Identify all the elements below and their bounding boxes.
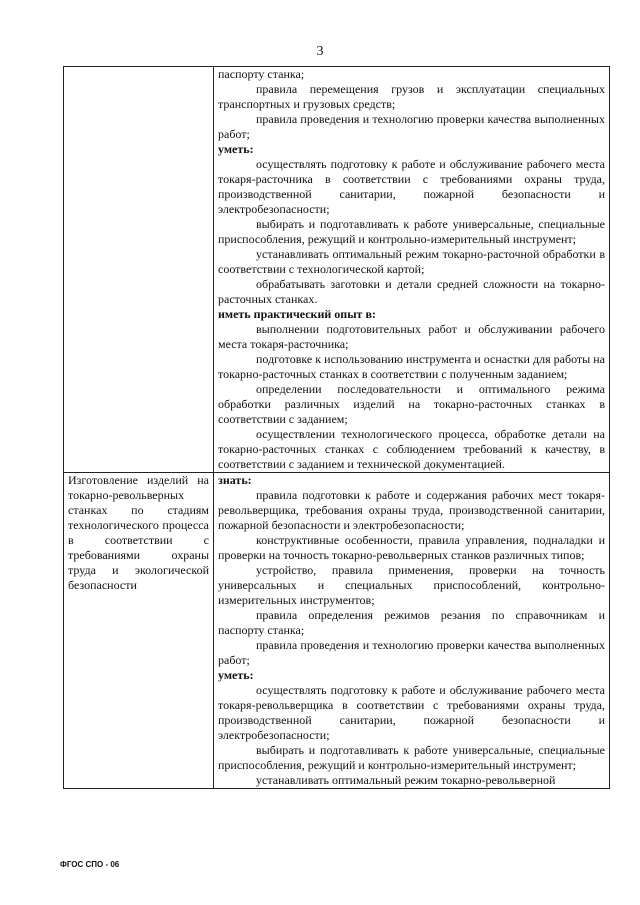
requirement-item: осуществлении технологического процесса, обработке детали на токарно-расточных станках с соблюдением требований к качеству, в соответствии с заданием и технической документацией. <box>218 427 605 471</box>
section-heading: иметь практический опыт в: <box>218 307 376 321</box>
requirement-item: правила определения режимов резания по справочникам и паспорту станка; <box>218 608 605 637</box>
requirement-item: правила проведения и технологию проверки качества выполненных работ; <box>218 638 605 667</box>
requirement-item: обрабатывать заготовки и детали средней сложности на токарно-расточных станках. <box>218 277 605 306</box>
requirement-item: определении последовательности и оптимального режима обработки различных изделий на токарно-расточных станках в соответствии с заданием; <box>218 382 605 426</box>
requirement-item: правила проведения и технологию проверки качества выполненных работ; <box>218 112 605 141</box>
requirement-item: выбирать и подготавливать к работе универсальные, специальные приспособления, режущий и контрольно-измерительный инструмент; <box>218 743 605 772</box>
requirement-item: осуществлять подготовку к работе и обслуживание рабочего места токаря-револьверщика в соответствии с требованиями охраны труда, производственной санитарии, пожарной безопасности и электробезопасности; <box>218 683 605 742</box>
section-heading: уметь: <box>218 142 254 156</box>
requirement-item: конструктивные особенности, правила управления, подналадки и проверки на точность токарно-револьверных станков различных типов; <box>218 533 605 562</box>
requirement-item: правила подготовки к работе и содержания рабочих мест токаря-револьверщика, требования охраны труда, производственной санитарии, пожарной безопасности и электробезопасности; <box>218 488 605 532</box>
page-number: 3 <box>316 44 324 59</box>
requirements-cell <box>214 67 610 473</box>
activity-cell <box>64 67 214 473</box>
table-row <box>64 473 610 789</box>
footer-label: ФГОС СПО - 06 <box>60 860 120 869</box>
requirements-cell <box>214 473 610 789</box>
requirement-item: устанавливать оптимальный режим токарно-расточной обработки в соответствии с технологической картой; <box>218 247 605 276</box>
table-row <box>64 67 610 473</box>
requirement-item: подготовке к использованию инструмента и оснастки для работы на токарно-расточных станках в соответствии с полученным заданием; <box>218 352 605 381</box>
requirement-item: устанавливать оптимальный режим токарно-револьверной <box>256 773 556 787</box>
activity-label: Изготовление изделий на токарно-револьверных станках по стадиям технологического процесса в соответствии с требованиями охраны труда и экологической безопасности <box>68 473 209 592</box>
requirement-item: выполнении подготовительных работ и обслуживании рабочего места токаря-расточника; <box>218 322 605 351</box>
competency-table <box>63 66 610 789</box>
requirement-item: осуществлять подготовку к работе и обслуживание рабочего места токаря-расточника в соответствии с требованиями охраны труда, производственной санитарии, пожарной безопасности и электробезопасности; <box>218 157 605 216</box>
requirement-item: устройство, правила применения, проверки на точность универсальных и специальных приспособлений, контрольно-измерительных инструментов; <box>218 563 605 607</box>
requirement-item: правила перемещения грузов и эксплуатации специальных транспортных и грузовых средств; <box>218 82 605 111</box>
section-heading: знать: <box>218 473 252 487</box>
activity-cell <box>64 473 214 789</box>
section-heading: уметь: <box>218 668 254 682</box>
requirement-item: паспорту станка; <box>218 67 305 81</box>
requirement-item: выбирать и подготавливать к работе универсальные, специальные приспособления, режущий и контрольно-измерительный инструмент; <box>218 217 605 246</box>
